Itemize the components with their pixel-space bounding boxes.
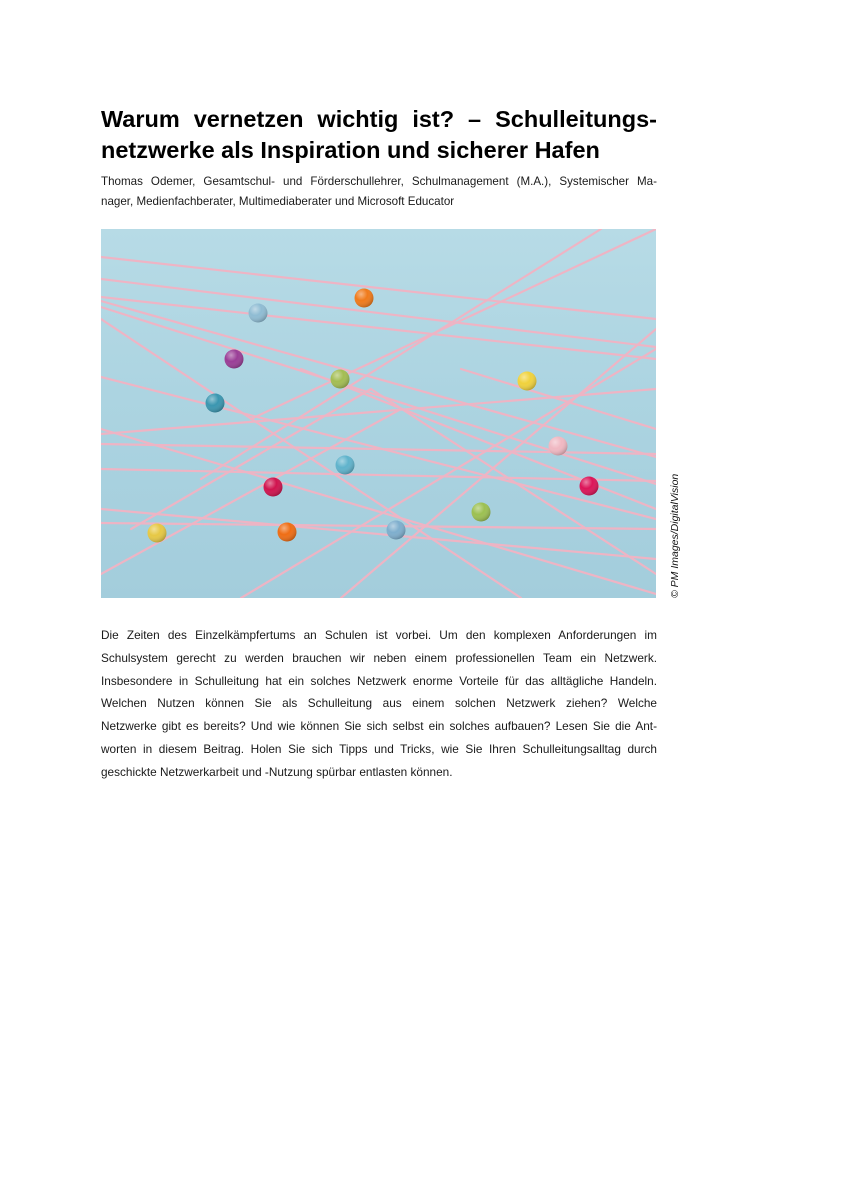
green-bead: [472, 503, 491, 522]
pale-pink-bead: [549, 437, 568, 456]
yarn-string: [201, 229, 601, 479]
intro-line: Welchen Nutzen können Sie als Schulleitung aus einem solchen Netzwerk ziehen? Welche: [101, 696, 657, 711]
intro-line: worten in diesem Beitrag. Holen Sie sich Tipps und Tricks, wie Sie Ihren Schulleitungsalltag durch: [101, 741, 657, 756]
author-byline: [101, 172, 657, 212]
intro-line: Schulsystem gerecht zu werden brauchen wir neben einem professionellen Team ein Netzwerk.: [101, 650, 657, 665]
steel-blue-bead: [387, 521, 406, 540]
article-image: [101, 229, 656, 598]
yarn-string: [461, 369, 656, 429]
yellow-bead: [518, 372, 537, 391]
yarn-strings: [101, 229, 656, 598]
article-title: [101, 104, 657, 166]
yarn-string: [101, 429, 656, 594]
network-yarn-photo: [101, 229, 656, 598]
yarn-string: [101, 257, 656, 319]
yarn-string: [251, 229, 656, 419]
byline-line-2: nager, Medienfachberater, Multimediaberater und Microsoft Educator: [101, 195, 455, 208]
yarn-string: [101, 409, 401, 574]
intro-line: Insbesondere in Schulleitung hat ein solches Netzwerk enorme Vorteile für das alltägliche Handeln.: [101, 673, 657, 688]
byline-line-1: Thomas Odemer, Gesamtschul- und Förderschullehrer, Schulmanagement (M.A.), Systemischer Ma-: [101, 175, 657, 188]
intro-line: Netzwerke gibt es bereits? Und wie können Sie sich selbst ein solches aufbauen? Lesen Sie die Ant-: [101, 719, 657, 734]
intro-line: geschickte Netzwerkarbeit und -Nutzung spürbar entlasten können.: [101, 764, 453, 779]
cyan-bead: [336, 456, 355, 475]
teal-bead: [206, 394, 225, 413]
gold-bead: [148, 524, 167, 543]
yarn-string: [341, 329, 656, 598]
light-blue-bead: [249, 304, 268, 323]
intro-line: Die Zeiten des Einzelkämpfertums an Schulen ist vorbei. Um den komplexen Anforderungen im: [101, 628, 657, 642]
crimson-bead: [264, 478, 283, 497]
yarn-string: [131, 389, 371, 529]
image-credit: © PM Images/DigitalVision: [669, 473, 681, 598]
lime-bead: [331, 370, 350, 389]
yarn-string: [101, 301, 656, 457]
orange-bead: [355, 289, 374, 308]
yarn-string: [101, 279, 656, 347]
magenta-bead: [580, 477, 599, 496]
title-line-1: Warum vernetzen wichtig ist? – Schulleitungs-: [101, 106, 657, 132]
yarn-string: [101, 297, 656, 359]
orange-bead-2: [278, 523, 297, 542]
article-intro: [101, 624, 657, 784]
purple-bead: [225, 350, 244, 369]
yarn-string: [101, 444, 656, 454]
title-line-2: netzwerke als Inspiration und sicherer Hafen: [101, 137, 600, 163]
